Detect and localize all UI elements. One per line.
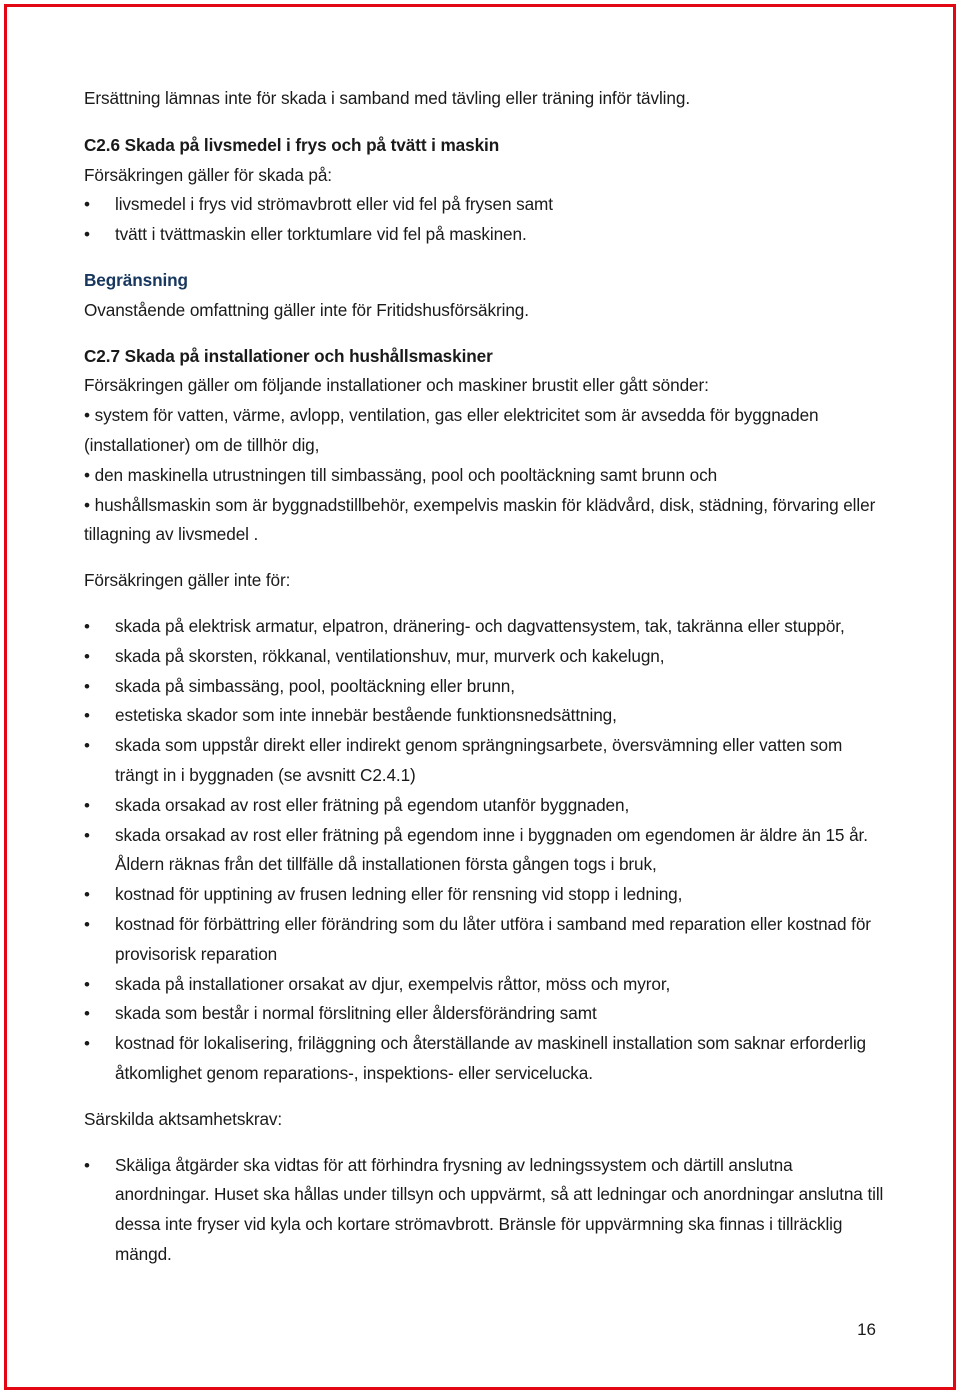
list-item: • skada på elektrisk armatur, elpatron, dränering- och dagvattensystem, tak, takränna eller stupрör, (84, 612, 884, 642)
intro-paragraph: Ersättning lämnas inte för skada i samband med tävling eller träning inför tävling. (84, 88, 690, 108)
bullet-icon: • (84, 706, 90, 726)
bullet-icon: • (84, 1004, 90, 1024)
care-requirements-list (84, 1151, 884, 1270)
document-body (84, 84, 884, 1270)
bullet-icon: • (84, 736, 90, 756)
bullet-icon: • (84, 1034, 90, 1054)
bullet-icon: • (84, 616, 90, 636)
section-c27-heading: C2.7 Skada på installationer och hushållsmaskiner (84, 345, 493, 366)
bullet-icon: • (84, 405, 90, 426)
bullet-icon: • (84, 885, 90, 905)
list-item: • Skäliga åtgärder ska vidtas för att förhindra frysning av ledningssystem och därtill anslutna anordningar. Huset ska hållas under tillsyn och uppvärmt, så att ledningar och anordningar anslutna till dessa inte fryser vid kyla och kortare strömavbrott. Bränsle för uppvärmning ska finnas i tillräcklig mängd. (84, 1151, 884, 1270)
limitation-heading: Begränsning (84, 269, 188, 290)
section-c26-heading: C2.6 Skada på livsmedel i frys och på tvätt i maskin (84, 134, 500, 155)
section-c27-lead: Försäkringen gäller om följande installationer och maskiner brustit eller gått sönder: (84, 375, 709, 396)
list-item: • hushållsmaskin som är byggnadstillbehör, exempelvis maskin för klädvård, disk, städning, förvaring eller tillagning av livsmedel . (84, 494, 876, 545)
list-item: • tvätt i tvättmaskin eller torktumlare vid fel på maskinen. (84, 220, 884, 250)
list-item: • skada orsakad av rost eller frätning på egendom utanför byggnaden, (84, 791, 884, 821)
list-item: • system för vatten, värme, avlopp, ventilation, gas eller elektricitet som är avsedda för byggnaden (installationer) om de tillhör dig, (84, 405, 819, 455)
list-item: • livsmedel i frys vid strömavbrott eller vid fel på frysen samt (84, 190, 884, 220)
list-item: • skada som uppstår direkt eller indirekt genom sprängningsarbete, översvämning eller vatten som trängt in i byggnaden (se avsnitt C2.4.1) (84, 731, 884, 791)
list-item: • skada på simbassäng, pool, pooltäckning eller brunn, (84, 672, 884, 702)
bullet-icon: • (84, 974, 90, 994)
limitation-text: Ovanstående omfattning gäller inte för Fritidshusförsäkring. (84, 299, 529, 320)
section-c26-lead: Försäkringen gäller för skada på: (84, 164, 332, 185)
bullet-icon: • (84, 224, 90, 245)
list-item: • kostnad för upptining av frusen ledning eller för rensning vid stopp i ledning, (84, 880, 884, 910)
list-item: • kostnad för förbättring eller förändring som du låter utföra i samband med reparation eller kostnad för provisorisk reparation (84, 910, 884, 970)
list-item: • skada på skorsten, rökkanal, ventilationshuv, mur, murverk och kakelugn, (84, 642, 884, 672)
bullet-icon: • (84, 464, 90, 485)
list-item: • skada orsakad av rost eller frätning på egendom inne i byggnaden om egendomen är äldre än 15 år. Åldern räknas från det tillfälle då installationen första gången togs i bruk, (84, 821, 884, 881)
page-number: 16 (857, 1320, 876, 1339)
bullet-icon: • (84, 1155, 90, 1175)
bullet-icon: • (84, 914, 90, 934)
list-item: • skada på installationer orsakat av djur, exempelvis råttor, möss och myror, (84, 970, 884, 1000)
care-requirements-lead: Särskilda aktsamhetskrav: (84, 1108, 283, 1129)
bullet-icon: • (84, 795, 90, 815)
bullet-icon: • (84, 676, 90, 696)
exclusions-lead: Försäkringen gäller inte för: (84, 570, 291, 591)
bullet-icon: • (84, 825, 90, 845)
list-item: • skada som består i normal förslitning eller åldersförändring samt (84, 999, 884, 1029)
list-item: • den maskinella utrustningen till simbassäng, pool och pooltäckning samt brunn och (84, 464, 718, 485)
bullet-icon: • (84, 494, 90, 515)
bullet-icon: • (84, 194, 90, 215)
bullet-icon: • (84, 646, 90, 666)
list-item: • estetiska skador som inte innebär bestående funktionsnedsättning, (84, 701, 884, 731)
exclusions-list (84, 612, 884, 1089)
list-item: • kostnad för lokalisering, friläggning och återställande av maskinell installation som saknar erforderlig åtkomlighet genom reparations-, inspektions- eller servicelucka. (84, 1029, 884, 1089)
